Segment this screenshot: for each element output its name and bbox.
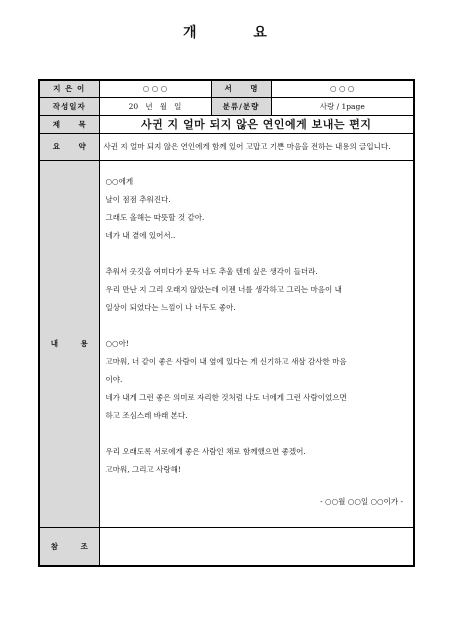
reference-label: 참 조 <box>39 527 99 566</box>
letter-line: 그래도 올해는 따뜻할 것 같아. <box>105 212 205 222</box>
letter-blank-line <box>106 317 408 335</box>
letter-line: 날이 점점 추워진다. <box>105 194 171 204</box>
letter-line: 추워서 옷깃을 여미다가 문득 너도 추울 텐데 싶은 생각이 들더라. <box>105 266 318 276</box>
letter-line: 우리 오래도록 서로에게 좋은 사람인 채로 함께했으면 좋겠어. <box>105 446 306 456</box>
author-label: 지 은 이 <box>39 80 99 97</box>
letter-blank-line <box>106 245 408 263</box>
overview-form <box>38 79 415 567</box>
category-label: 분류/분량 <box>211 97 271 115</box>
subject-value <box>99 115 414 133</box>
subject-label: 제 목 <box>39 115 99 133</box>
signature-value: ○ ○ ○ <box>271 80 414 97</box>
page-title: 개 요 <box>183 25 293 41</box>
letter-signature: - ○○월 ○○일 ○○이가 - <box>320 496 403 506</box>
signature-label: 서 명 <box>211 80 271 97</box>
subject-text: 사귄 지 얼마 되지 않은 연인에게 보내는 편지 <box>140 118 372 131</box>
letter-line: 네가 내게 그런 좋은 의미로 자리한 것처럼 나도 너에게 그런 사람이었으면 <box>105 392 347 402</box>
letter-blank-line <box>106 425 408 443</box>
author-value: ○ ○ ○ <box>99 80 211 97</box>
letter-line: ○○에게 <box>105 176 134 186</box>
letter-lines <box>106 173 408 479</box>
letter-line: 고마워, 너 같이 좋은 사람이 내 옆에 있다는 게 신기하고 새삼 감사한 마음 <box>105 356 347 366</box>
letter-line: 이야. <box>105 374 123 384</box>
reference-value <box>99 527 414 566</box>
letter-line: 고마워, 그리고 사랑해! <box>105 464 181 474</box>
letter-line: 우리 만난 지 그리 오래지 않았는데 이젠 너를 생각하고 그리는 마음이 내 <box>105 284 342 294</box>
letter-line: ○○아! <box>105 338 129 348</box>
letter-line: 하고 조심스레 바래 본다. <box>105 410 188 420</box>
letter-line: 일상이 되었다는 느낌이 나 너두도 좋아. <box>105 302 236 312</box>
content-label: 내 용 <box>39 160 99 527</box>
content-body <box>99 160 414 527</box>
summary-value: 사귄 지 얼마 되지 않은 연인에게 함께 있어 고맙고 기쁜 마음을 전하는 내용의 글입니다. <box>99 133 414 160</box>
date-label: 작성일자 <box>39 97 99 115</box>
date-value: 20 년 월 일 <box>99 97 211 115</box>
letter-line: 네가 내 곁에 있어서.. <box>105 230 176 240</box>
category-value: 사랑 / 1page <box>271 97 414 115</box>
summary-label: 요 약 <box>39 133 99 160</box>
